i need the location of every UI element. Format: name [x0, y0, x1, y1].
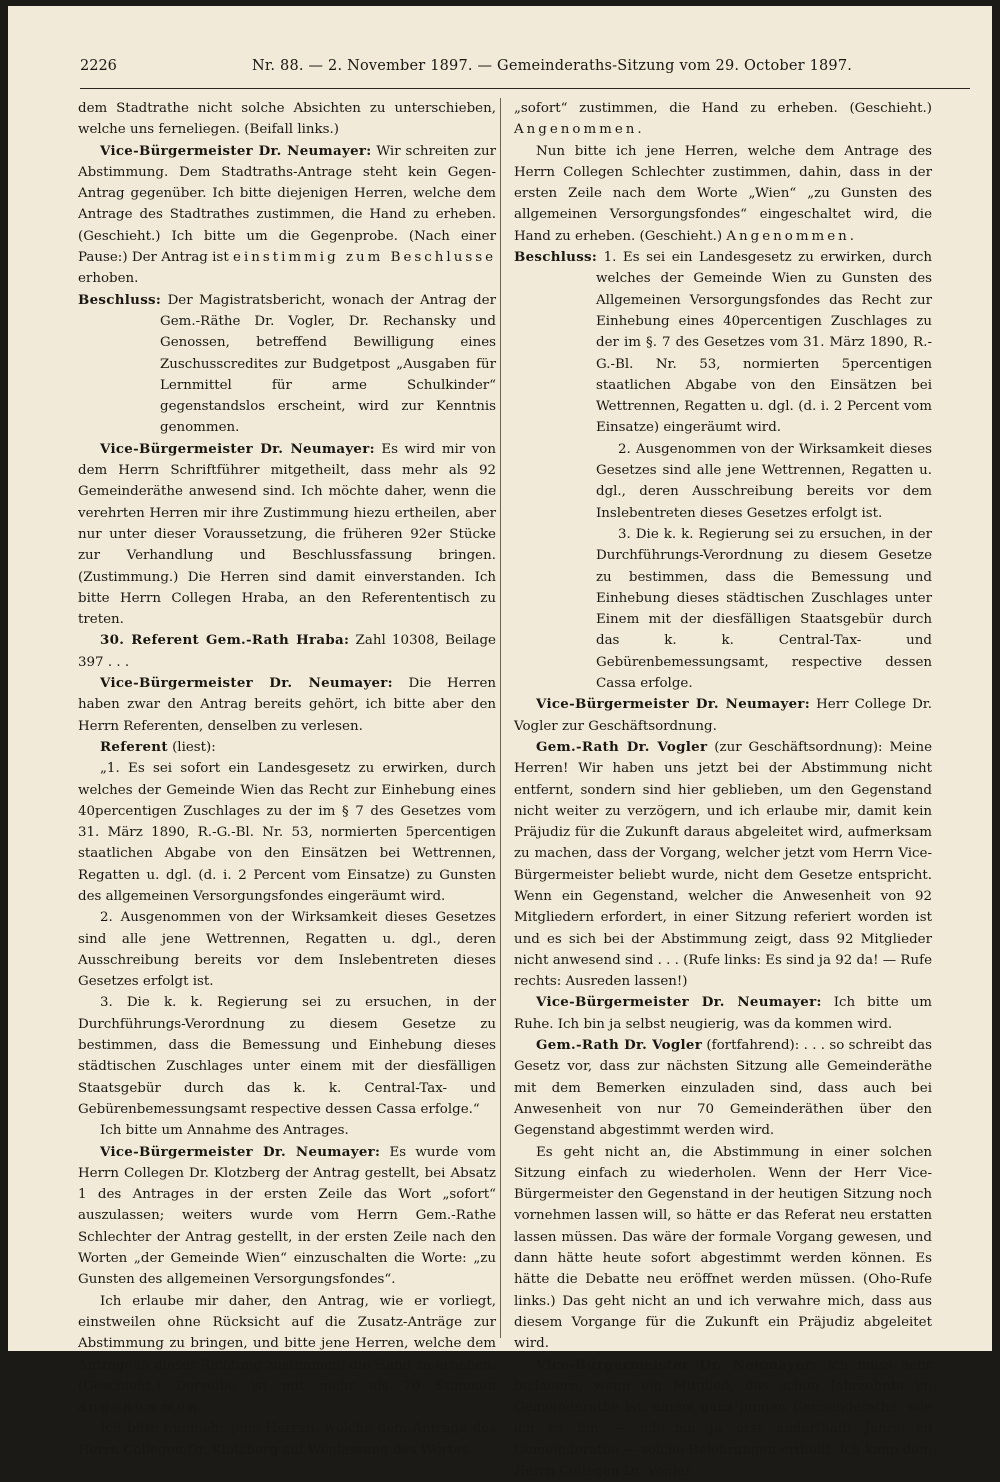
- paragraph: Es geht nicht an, die Abstimmung in einer solchen Sitzung einfach zu wiederholen. Wenn der Herr Vice-Bürgermeister den Gegenstand in der heutigen Sitzung noch vornehmen lassen will, so hätte er das Referat neu erstatten lassen müssen. Das wäre der formale Vorgang gewesen, und dann hätte heute sofort abgestimmt werden können. Es hätte die Debatte neu eröffnet werden müssen. (Oho-Rufe links.) Das geht nicht an und ich verwahre mich, dass aus diesem Vorgange für die Zukunft ein Präjudiz abgeleitet wird.: [514, 1144, 932, 1352]
- page-header: [80, 54, 970, 80]
- paragraph: „sofort“ zustimmen, die Hand zu erheben. (Geschieht.) Angenommen.: [514, 101, 932, 138]
- left-column: [78, 98, 496, 1461]
- paragraph: Ich erlaube mir daher, den Antrag, wie er vorliegt, einstweilen ohne Rücksicht auf die Zusatz-Anträge zur Abstimmung zu bringen, und bitte jene Herren, welche dem Antrage in dieser Richtung zustimmen, die Hand zu erheben. (Geschieht.) Derselbe ist mit mehr als 70 Stimmen angenommen.: [78, 1293, 496, 1416]
- agenda-item: 30. Referent Gem.-Rath Hraba: Zahl 10308, Beilage 397 . . .: [78, 632, 496, 670]
- speaker-name: Vice-Bürgermeister Dr. Neumayer:: [100, 1143, 381, 1160]
- speaker-name: Vice-Bürgermeister Dr. Neumayer:: [536, 696, 810, 713]
- resolution-point: 2. Ausgenommen von der Wirksamkeit dieses Gesetzes sind alle jene Wettrennen, Regatten u. dgl., deren Ausschreibung bereits vor dem Inslebentreten dieses Gesetzes erfolgt ist.: [596, 441, 932, 521]
- paragraph: Ich bitte um Annahme des Antrages.: [100, 1123, 349, 1139]
- paragraph: Gem.-Rath Dr. Vogler (fortfahrend): . . . so schreibt das Gesetz vor, dass zur nächsten Sitzung alle Gemeinderäthe mit dem Bemerken einzuladen sind, dass auch bei Anwesenheit von nur 70 Gemeinderäthen über den Gegenstand abgestimmt werden wird.: [514, 1037, 933, 1139]
- resolution-label: Beschluss:: [78, 291, 162, 308]
- speaker-name: Vice-Bürgermeister Dr. Neumayer:: [100, 142, 372, 159]
- resolution-paragraph: Beschluss: Der Magistratsbericht, wonach der Antrag der Gem.-Räthe Dr. Vogler, Dr. Rechansky und Genossen, betreffend Bewilligung eines Zuschusscredites zur Budgetpost „Ausgaben für Lernmittel für arme Schulkinder“ gegenstandslos erscheint, wird zur Kenntnis genommen.: [78, 291, 496, 436]
- page-number: 2226: [80, 58, 117, 74]
- paragraph: Nun bitte ich jene Herren, welche dem Antrage des Herrn Collegen Schlechter zustimmen, dahin, dass in der ersten Zeile nach dem Worte „Wien“ „zu Gunsten des allgemeinen Versorgungsfondes“ eingeschaltet wird, die Hand zu erheben. (Geschieht.) Angenommen.: [514, 143, 932, 244]
- paragraph: dem Stadtrathe nicht solche Absichten zu unterschieben, welche uns ferneliegen. (Beifall links.): [78, 101, 496, 138]
- resolution-label: Beschluss:: [514, 249, 598, 266]
- resolution-point: 3. Die k. k. Regierung sei zu ersuchen, in der Durchführungs-Verordnung zu diesem Gesetze zu bestimmen, dass die Bemessung und Einhebung dieses städtischen Zuschlages unter Einem mit der diesfälligen Staatsgebür durch das k. k. Central-Tax- und Gebürenbemessungsamt, respective dessen Cassa erfolge.: [596, 526, 932, 692]
- agenda-item-number: 30. Referent Gem.-Rath Hraba:: [100, 632, 350, 649]
- paragraph: Vice-Bürgermeister Dr. Neumayer: Die Herren haben zwar den Antrag bereits gehört, ich bitte aber den Herrn Referenten, denselben zu verlesen.: [78, 675, 496, 734]
- paragraph: Vice-Bürgermeister Dr. Neumayer: Es wird mir von dem Herrn Schriftführer mitgetheilt, dass mehr als 92 Gemeinderäthe anwesend sind. Ich möchte daher, wenn die verehrten Herren mir ihre Zustimmung hiezu ertheilen, aber nur unter dieser Voraussetzung, die früheren 92er Stücke zur Verhandlung und Beschlussfassung bringen. (Zustimmung.) Die Herren sind damit einverstanden. Ich bitte Herrn Collegen Hraba, an den Referententisch zu treten.: [78, 440, 496, 628]
- header-rule: [80, 88, 970, 89]
- paragraph: „1. Es sei sofort ein Landesgesetz zu erwirken, durch welches der Gemeinde Wien das Recht zur Einhebung eines 40percentigen Zuschlages zu der im § 7 des Gesetzes vom 31. März 1890, R.-G.-Bl. Nr. 53, normierten 5percentigen staatlichen Abgabe von den Einsätzen bei Wettrennen, Regatten u. dgl. (d. i. 2 Percent vom Einsatze) zu Gunsten des allgemeinen Versorgungsfondes eingeräumt wird.: [78, 761, 496, 904]
- speaker-name: Vice-Bürgermeister Dr. Neumayer:: [100, 440, 375, 457]
- paragraph: 3. Die k. k. Regierung sei zu ersuchen, in der Durchführungs-Verordnung zu diesem Gesetze zu bestimmen, dass die Bemessung und Einhebung dieses städtischen Zuschlages unter einem mit der diesfälligen Staatsgebür durch das k. k. Central-Tax- und Gebürenbemessungsamt respective dessen Cassa erfolge.“: [78, 995, 496, 1117]
- paragraph: Gem.-Rath Dr. Vogler (zur Geschäftsordnung): Meine Herren! Wir haben uns jetzt bei der Abstimmung nicht entfernt, sondern sind hier geblieben, um den Gegenstand nicht weiter zu verzögern, und ich erlaube mir, damit kein Präjudiz für die Zukunft daraus abgeleitet wird, aufmerksam zu machen, dass der Vorgang, welcher jetzt vom Herrn Vice-Bürgermeister beliebt wurde, nicht dem Gesetze entspricht. Wenn ein Gegenstand, welcher die Anwesenheit von 92 Mitgliedern erfordert, in einer Sitzung referiert worden ist und es sich bei der Abstimmung zeigt, dass 92 Mitglieder nicht anwesend sind . . . (Rufe links: Es sind ja 92 da! — Rufe rechts: Ausreden lassen!): [514, 738, 932, 990]
- paragraph: Vice-Bürgermeister Dr. Neumayer: Herr College Dr. Vogler zur Geschäftsordnung.: [514, 696, 932, 734]
- resolution-paragraph: Beschluss: 1. Es sei ein Landesgesetz zu erwirken, durch welches der Gemeinde Wien zu Gunsten des Allgemeinen Versorgungsfondes das Recht zur Einhebung eines 40percentigen Zuschlages zu der im §. 7 des Gesetzes vom 31. März 1890, R.-G.-Bl. Nr. 53, normierten 5percentigen staatlichen Abgabe von den Einsätzen bei Wettrennen, Regatten u. dgl. (d. i. 2 Percent vom Einsatze) eingeräumt wird.: [514, 249, 932, 436]
- paragraph: 2. Ausgenommen von der Wirksamkeit dieses Gesetzes sind alle jene Wettrennen, Regatten u. dgl., deren Ausschreibung bereits vor dem Inslebentreten dieses Gesetzes erfolgt ist.: [78, 910, 496, 990]
- paragraph: Vice-Bürgermeister Dr. Neumayer: Wir schreiten zur Abstimmung. Dem Stadtraths-Antrage steht kein Gegen-Antrag gegenüber. Ich bitte diejenigen Herren, welche dem Antrage des Stadtrathes zustimmen, die Hand zu erheben. (Geschieht.) Ich bitte um die Gegenprobe. (Nach einer Pause:) Der Antrag ist einstimmig zum Beschlusse erhoben.: [78, 142, 497, 287]
- column-divider: [500, 98, 501, 1338]
- speaker-name: Vice-Bürgermeister Dr. Neumayer:: [536, 1356, 817, 1373]
- speaker-name: Vice-Bürgermeister Dr. Neumayer:: [100, 675, 393, 692]
- newspaper-page: [8, 6, 992, 1479]
- speaker-name: Vice-Bürgermeister Dr. Neumayer:: [536, 994, 822, 1011]
- right-column: [514, 98, 932, 1482]
- paragraph: Vice-Bürgermeister Dr. Neumayer: Ich muss sehr bedauern, wenn ein Mitglied, das schon Jahrzehnte im Gemeinderathe ist, einem ganz jungen Gemeinderathe, wie ich es bin — ich bin ja erst anderthalb Jahre im Gemeinderathe — solche Belehrungen ertheilt. Ich kann dem Herrn Collegen Dr. Vogler: [514, 1356, 932, 1479]
- paragraph: Vice-Bürgermeister Dr. Neumayer: Es wurde vom Herrn Collegen Dr. Klotzberg der Antrag gestellt, bei Absatz 1 des Antrages in der ersten Zeile das Wort „sofort“ auszulassen; weiters wurde vom Herrn Gem.-Rathe Schlechter der Antrag gestellt, in der ersten Zeile nach den Worten „der Gemeinde Wien“ einzuschalten die Worte: „zu Gunsten des allgemeinen Versorgungsfondes“.: [78, 1143, 496, 1288]
- speaker-name: Gem.-Rath Dr. Vogler: [536, 1037, 703, 1054]
- speaker-name: Gem.-Rath Dr. Vogler: [536, 738, 708, 755]
- paragraph: Vice-Bürgermeister Dr. Neumayer: Ich bitte um Ruhe. Ich bin ja selbst neugierig, was da kommen wird.: [514, 994, 932, 1032]
- paragraph: Ich bitte nunmehr jene Herren, welche dem Antrage des Herrn Collegen Dr. Klotzberg auf Weglassung des Wortes: [78, 1421, 496, 1458]
- paragraph: Referent (liest):: [100, 738, 216, 755]
- speaker-name: Referent: [100, 738, 168, 755]
- running-title: Nr. 88. — 2. November 1897. — Gemeinderaths-Sitzung vom 29. October 1897.: [252, 58, 853, 74]
